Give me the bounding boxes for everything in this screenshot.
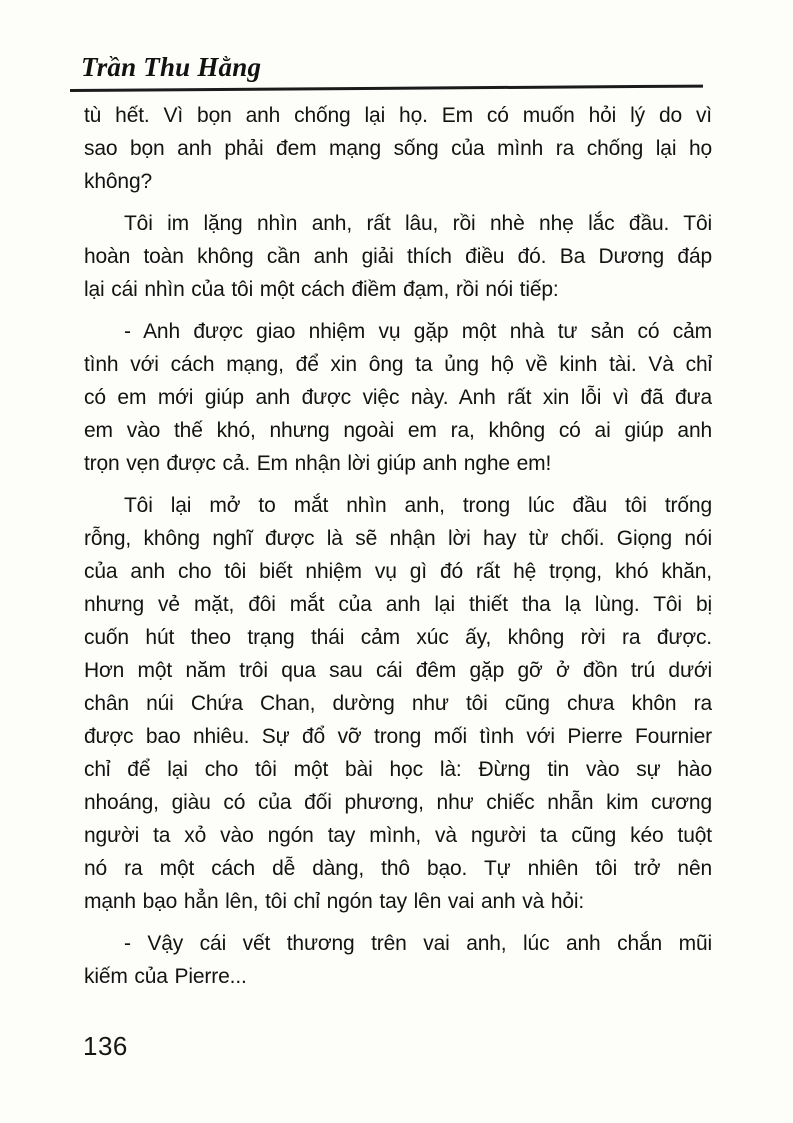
paragraph bbox=[84, 489, 712, 918]
text-line: nó ra một cách dễ dàng, thô bạo. Tự nhiên tôi trở nên bbox=[84, 857, 712, 880]
text-line: - Vậy cái vết thương trên vai anh, lúc anh chắn mũi bbox=[124, 932, 712, 955]
text-line: Hơn một năm trôi qua sau cái đêm gặp gỡ ở đồn trú dưới bbox=[84, 659, 712, 682]
text-line: nhoáng, giàu có của đối phương, như chiếc nhẫn kim cương bbox=[84, 791, 712, 814]
text-line: tù hết. Vì bọn anh chống lại họ. Em có muốn hỏi lý do vì bbox=[84, 104, 712, 127]
text-line: của anh cho tôi biết nhiệm vụ gì đó rất hệ trọng, khó khăn, bbox=[84, 560, 712, 583]
text-line: kiếm của Pierre... bbox=[84, 965, 247, 988]
text-line: chỉ để lại cho tôi một bài học là: Đừng tin vào sự hào bbox=[84, 758, 712, 781]
text-line: Tôi im lặng nhìn anh, rất lâu, rồi nhè nhẹ lắc đầu. Tôi bbox=[124, 212, 712, 235]
text-line: trọn vẹn được cả. Em nhận lời giúp anh nghe em! bbox=[84, 452, 552, 475]
paragraph bbox=[84, 99, 712, 198]
text-line: người ta xỏ vào ngón tay mình, và người ta cũng kéo tuột bbox=[84, 824, 712, 847]
paragraph-dialogue bbox=[84, 927, 712, 993]
text-line: sao bọn anh phải đem mạng sống của mình ra chống lại họ bbox=[84, 137, 712, 160]
text-line: cuốn hút theo trạng thái cảm xúc ấy, không rời ra được. bbox=[84, 626, 712, 649]
text-line: - Anh được giao nhiệm vụ gặp một nhà tư sản có cảm bbox=[124, 320, 712, 343]
body-text-block bbox=[84, 99, 712, 993]
text-line: chân núi Chứa Chan, dường như tôi cũng chưa khôn ra bbox=[84, 692, 712, 715]
text-line: có em mới giúp anh được việc này. Anh rất xin lỗi vì đã đưa bbox=[84, 386, 712, 409]
text-line: được bao nhiêu. Sự đổ vỡ trong mối tình với Pierre Fournier bbox=[84, 725, 712, 748]
paragraph bbox=[84, 207, 712, 306]
paragraph-dialogue bbox=[84, 315, 712, 480]
text-line: không? bbox=[84, 170, 152, 193]
text-line: em vào thế khó, nhưng ngoài em ra, không có ai giúp anh bbox=[84, 419, 712, 442]
text-line: rỗng, không nghĩ được là sẽ nhận lời hay từ chối. Giọng nói bbox=[84, 527, 712, 550]
text-line: hoàn toàn không cần anh giải thích điều đó. Ba Dương đáp bbox=[84, 245, 712, 268]
text-line: Tôi lại mở to mắt nhìn anh, trong lúc đầu tôi trống bbox=[124, 494, 712, 517]
text-line: mạnh bạo hẳn lên, tôi chỉ ngón tay lên vai anh và hỏi: bbox=[84, 890, 585, 913]
text-line: tình với cách mạng, để xin ông ta ủng hộ về kinh tài. Và chỉ bbox=[84, 353, 712, 376]
page-number: 136 bbox=[83, 1031, 128, 1061]
text-line: nhưng vẻ mặt, đôi mắt của anh lại thiết tha lạ lùng. Tôi bị bbox=[84, 593, 712, 616]
running-header-author: Trần Thu Hằng bbox=[81, 52, 262, 82]
header-rule-divider bbox=[70, 85, 703, 92]
text-line: lại cái nhìn của tôi một cách điềm đạm, rồi nói tiếp: bbox=[84, 278, 559, 301]
